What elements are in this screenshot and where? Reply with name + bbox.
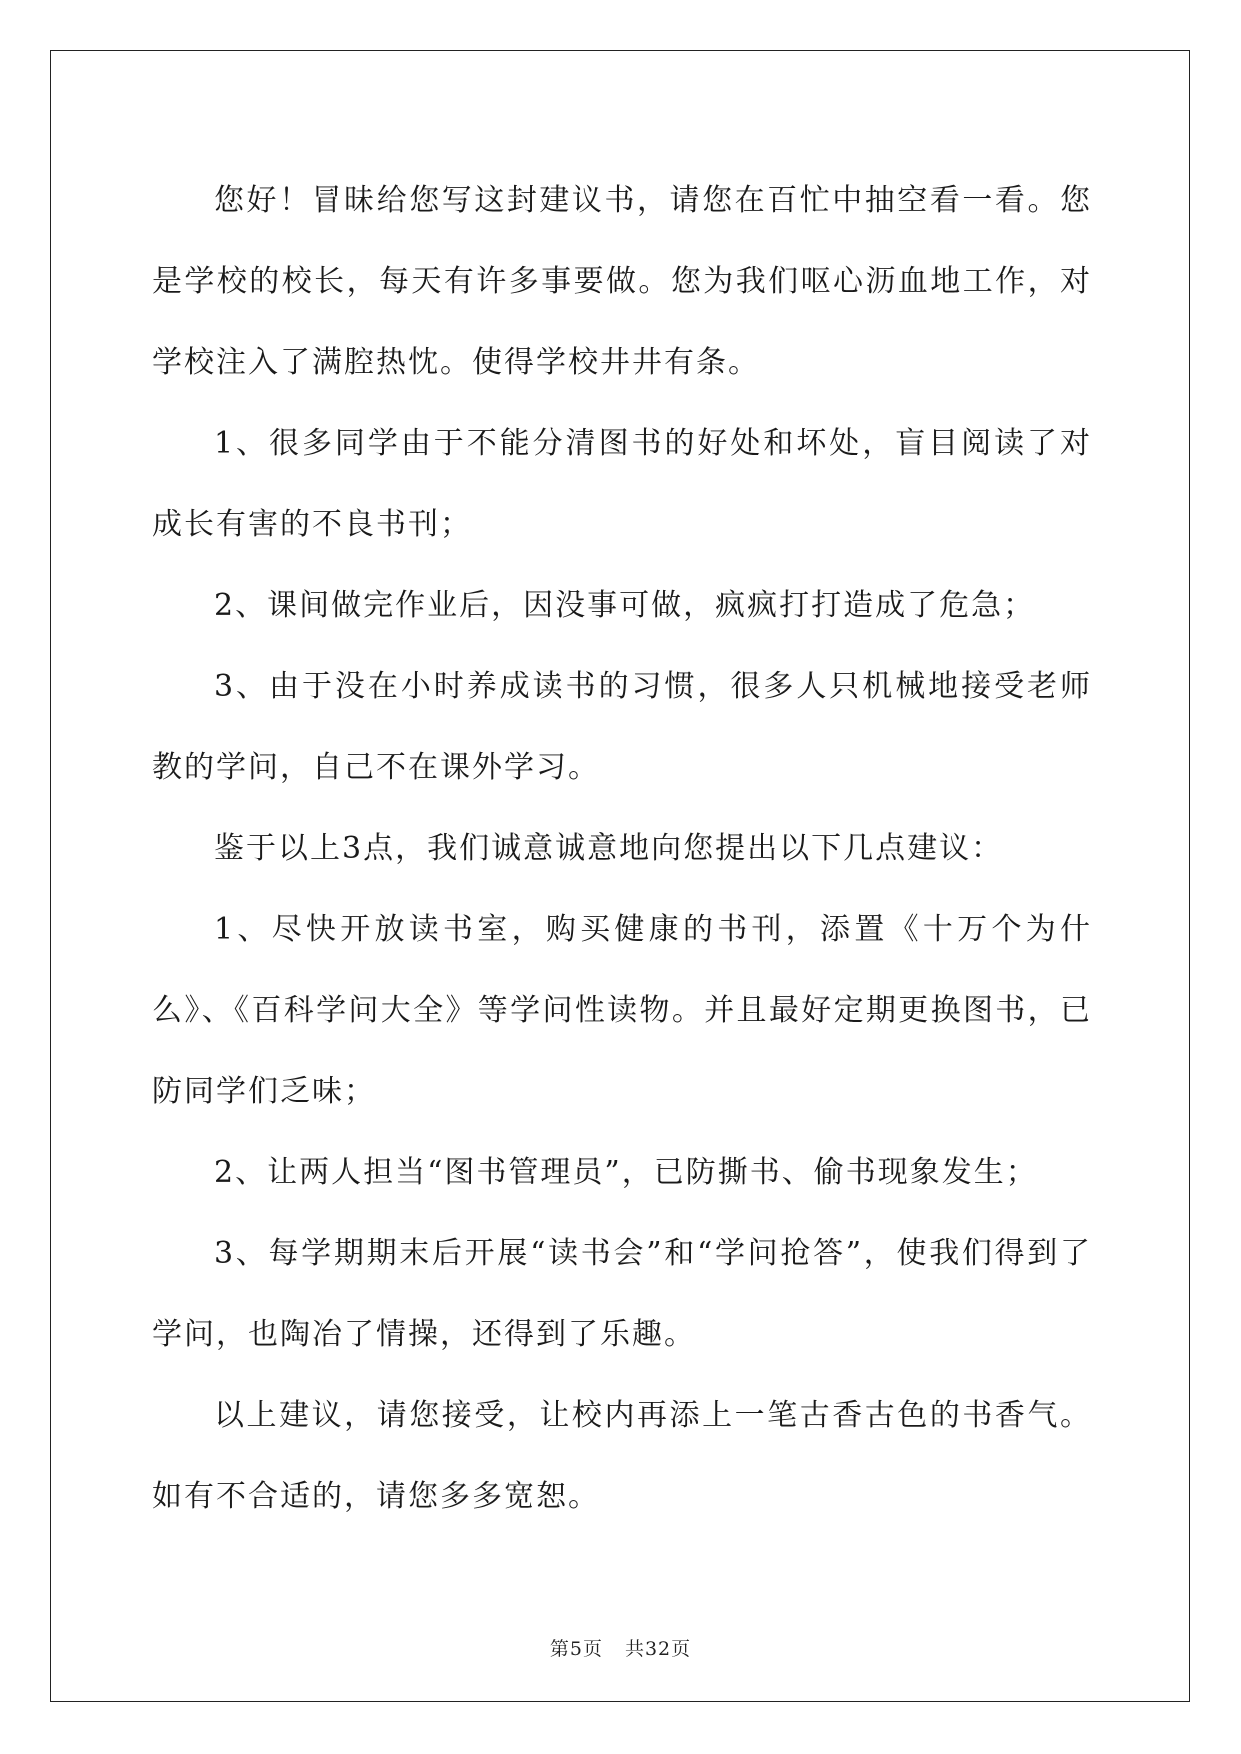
document-body xyxy=(152,160,1092,1537)
paragraph-problem-3: 3、由于没在小时养成读书的习惯，很多人只机械地接受老师教的学问，自己不在课外学习。 xyxy=(152,669,1092,785)
paragraph-problem-1: 1、很多同学由于不能分清图书的好处和坏处，盲目阅读了对成长有害的不良书刊； xyxy=(152,426,1092,542)
paragraph-suggestion-3: 3、每学期期末后开展“读书会”和“学问抢答”，使我们得到了学问，也陶冶了情操，还得到了乐趣。 xyxy=(152,1236,1092,1352)
paragraph-greeting: 您好！冒昧给您写这封建议书，请您在百忙中抽空看一看。您是学校的校长，每天有许多事要做。您为我们呕心沥血地工作，对学校注入了满腔热忱。使得学校井井有条。 xyxy=(152,183,1092,380)
page-footer xyxy=(0,1634,1241,1661)
page-total: 共32页 xyxy=(624,1638,692,1660)
paragraph-suggestion-1: 1、尽快开放读书室，购买健康的书刊，添置《十万个为什么》、《百科学问大全》等学问性读物。并且最好定期更换图书，已防同学们乏味； xyxy=(152,912,1092,1109)
paragraph-closing: 以上建议，请您接受，让校内再添上一笔古香古色的书香气。如有不合适的，请您多多宽恕。 xyxy=(152,1398,1092,1514)
paragraph-transition: 鉴于以上3点，我们诚意诚意地向您提出以下几点建议： xyxy=(214,831,1004,866)
paragraph-suggestion-2: 2、让两人担当“图书管理员”，已防撕书、偷书现象发生； xyxy=(214,1155,1038,1190)
page-number: 第5页 xyxy=(549,1638,603,1660)
paragraph-problem-2: 2、课间做完作业后，因没事可做，疯疯打打造成了危急； xyxy=(214,588,1036,623)
